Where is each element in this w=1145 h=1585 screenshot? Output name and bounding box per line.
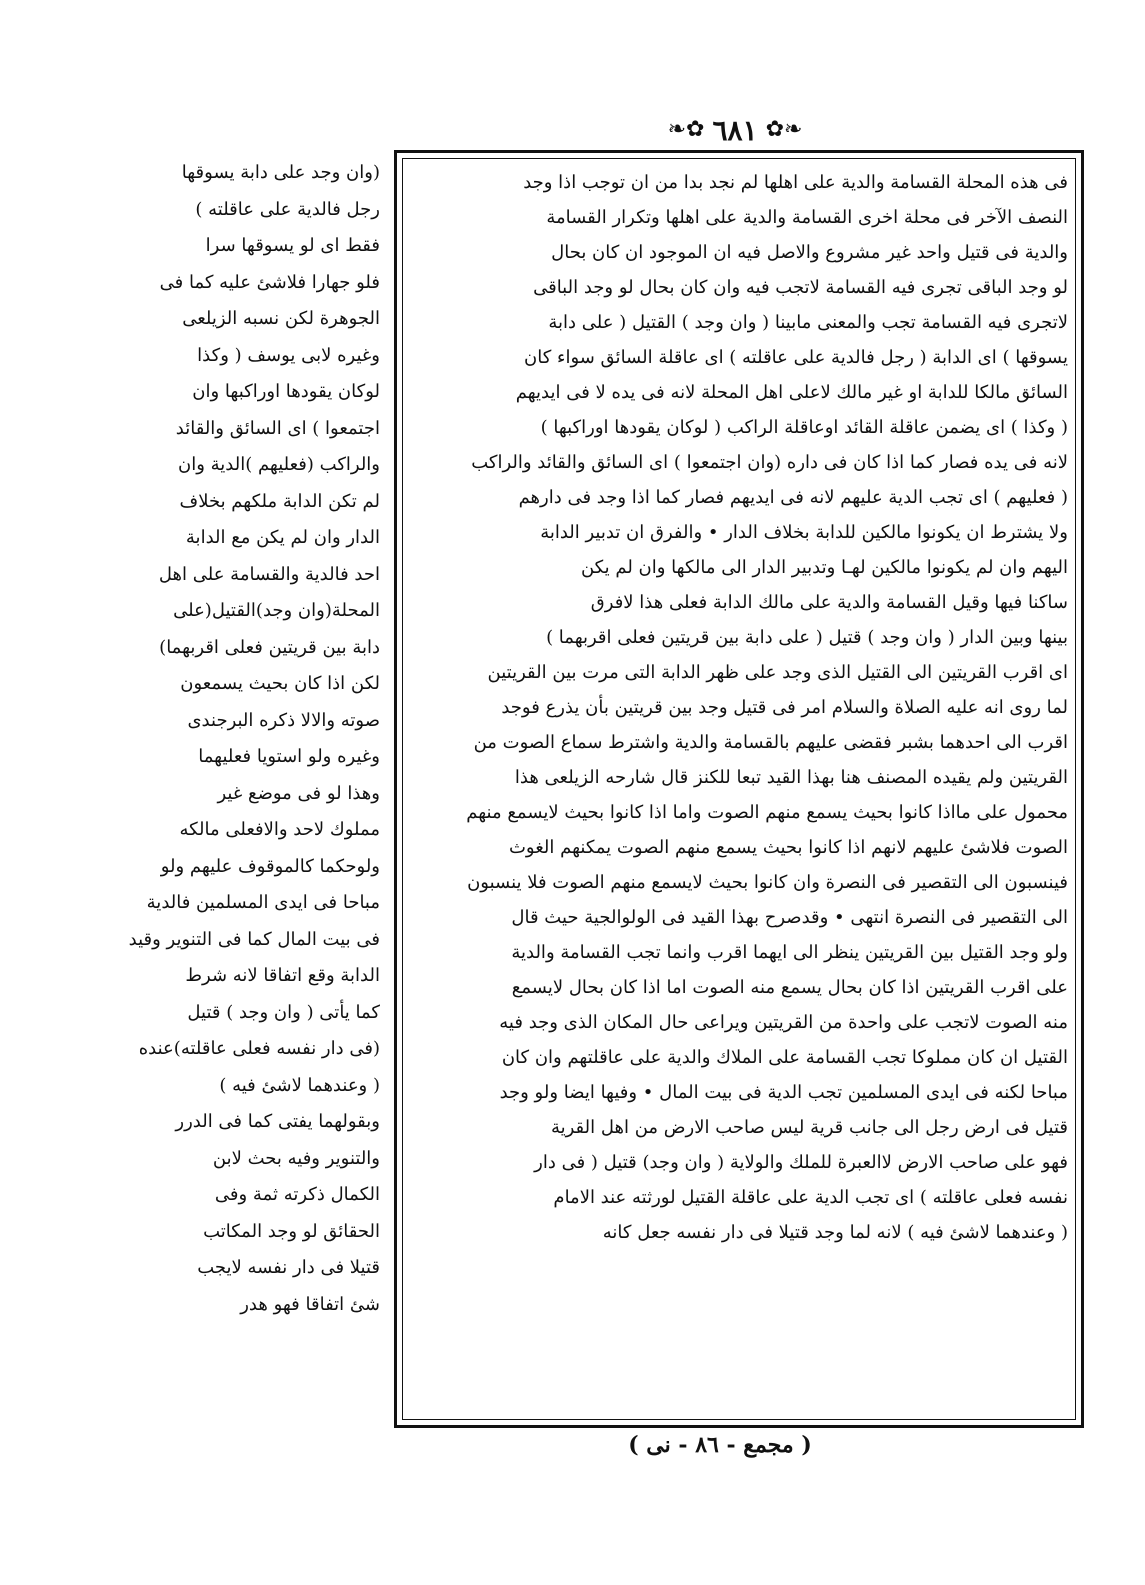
margin-text-line: الدابة وقع اتفاقا لانه شرط (185, 965, 380, 986)
margin-text-line: احد فالدية والقسامة على اهل (158, 563, 380, 585)
margin-text-line: لكن اذا كان بحيث يسمعون (180, 673, 380, 694)
margin-text-line: لوكان يقودها اوراكبها وان (192, 381, 380, 402)
main-text-line: ولا يشترط ان يكونوا مالكين للدابة بخلاف الدار • والفرق ان تدبير الدابة (540, 522, 1068, 543)
margin-text-line: فقط اى لو يسوقها سرا (205, 235, 380, 256)
main-text-line: فهو على صاحب الارض لاالعبرة للملك والولاية ( وان وجد) قتيل ( فى دار (534, 1152, 1068, 1173)
main-text-line: ( فعليهم ) اى تجب الدية عليهم لانه فى ايديهم فصار كما اذا وجد فى دارهم (518, 487, 1068, 508)
main-text-line: ساكنا فيها وقيل القسامة والدية على مالك الدابة فعلى هذا لافرق (590, 592, 1068, 613)
margin-text-line: فلو جهارا فلاشئ عليه كما فى (159, 271, 380, 293)
main-text-line: فى هذه المحلة القسامة والدية على اهلها لم نجد بدا من ان توجب اذا وجد (523, 172, 1068, 193)
main-text-line: الى التقصير فى النصرة انتهى • وقدصرح بهذا القيد فى الولوالجية حيث قال (511, 907, 1068, 928)
main-text-line: نفسه فعلى عاقلته ) اى تجب الدية على عاقلة القتيل لورثته عند الامام (553, 1187, 1068, 1208)
main-text-line: لو وجد الباقى تجرى فيه القسامة لاتجب فيه وان كان بحال لو وجد الباقى (533, 277, 1068, 298)
margin-text-line: (وان وجد على دابة يسوقها (181, 162, 380, 183)
margin-text-line: الجوهرة لكن نسبه الزيلعى (182, 308, 380, 329)
margin-text-line: والراكب (فعليهم )الدية وان (177, 454, 380, 475)
main-text-line: بينها وبين الدار ( وان وجد ) قتيل ( على دابة بين قريتين فعلى اقربهما ) (546, 627, 1068, 648)
main-text-line: اليهم وان لم يكونوا مالكين لهـا وتدبير الدار الى مالكها وان لم يكن (580, 557, 1068, 578)
margin-text-line: الكمال ذكرته ثمة وفى (214, 1184, 380, 1205)
margin-text-line: ولوحكما كالموقوف عليهم ولو (160, 855, 380, 877)
margin-text-line: رجل فالدية على عاقلته ) (195, 198, 380, 220)
margin-text-line: لم تكن الدابة ملكهم بخلاف (179, 490, 380, 512)
main-text-line: محمول على مااذا كانوا بحيث يسمع منهم الصوت واما اذا كانوا بحيث لايسمع منهم (466, 802, 1068, 823)
main-text-line: على اقرب القريتين اذا كان بحال يسمع منه الصوت اما اذا كان بحال لايسمع (511, 977, 1068, 998)
main-text-line: قتيل فى ارض رجل الى جانب قرية ليس صاحب الارض من اهل القرية (550, 1117, 1068, 1138)
ornament-left-icon: ❧✿ (667, 117, 705, 142)
margin-text-line: وغيره لابى يوسف ( وكذا (197, 344, 380, 366)
main-text-line: ولو وجد القتيل بين القريتين ينظر الى ايهما اقرب وانما تجب القسامة والدية (511, 942, 1068, 963)
margin-text-line: دابة بين قريتين فعلى اقربهما) (159, 636, 380, 658)
margin-text-line: الحقائق لو وجد المكاتب (203, 1220, 380, 1242)
margin-text-line: وغيره ولو استويا فعليهما (198, 746, 380, 767)
page-header (660, 110, 810, 150)
main-text-line: النصف الآخر فى محلة اخرى القسامة والدية على اهلها وتكرار القسامة (546, 207, 1068, 228)
main-text-column (410, 165, 1068, 1415)
main-text-line: مباحا لكنه فى ايدى المسلمين تجب الدية فى بيت المال • وفيها ايضا ولو وجد (499, 1082, 1068, 1103)
main-text-line: لانه فى يده فصار كما اذا كان فى داره (وان اجتمعوا ) اى السائق والقائد والراكب (471, 452, 1068, 473)
margin-commentary-column (128, 155, 380, 1435)
margin-text-line: اجتمعوا ) اى السائق والقائد (175, 417, 380, 439)
main-text-line: فينسبون الى التقصير فى النصرة وان كانوا بحيث لايسمع منهم الصوت فلا ينسبون (467, 872, 1068, 893)
margin-text-line: وبقولهما يفتى كما فى الدرر (175, 1111, 380, 1132)
margin-text-line: مملوك لاحد والافعلى مالكه (179, 819, 380, 840)
margin-text-line: وهذا لو فى موضع غير (217, 782, 380, 804)
page-footer-signature: ( مجمع - ٨٦ - نى ) (628, 1432, 812, 1458)
main-text-line: القريتين ولم يقيده المصنف هنا بهذا القيد تبعا للكنز قال شارحه الزيلعى هذا (514, 767, 1068, 788)
main-text-line: السائق مالكا للدابة او غير مالك لاعلى اهل المحلة لانه فى يده لا فى ايديهم (515, 382, 1068, 403)
margin-text-line: فى بيت المال كما فى التنوير وقيد (128, 928, 380, 950)
main-text-line: القتيل ان كان مملوكا تجب القسامة على الملاك والدية على عاقلتهم وان كان (501, 1047, 1068, 1068)
margin-text-line: المحلة(وان وجد)القتيل(على (173, 600, 380, 621)
main-text-line: منه الصوت لاتجب على واحدة من القريتين ويراعى حال المكان الذى وجد فيه (499, 1012, 1068, 1033)
margin-text-line: ( وعندهما لاشئ فيه ) (219, 1074, 380, 1096)
main-text-line: ( وعندهما لاشئ فيه ) لانه لما وجد قتيلا فى دار نفسه جعل كانه (602, 1222, 1068, 1243)
margin-text-line: صوته والالا ذكره البرجندى (187, 709, 380, 731)
main-text-line: الصوت فلاشئ عليهم لانهم اذا كانوا بحيث يسمع منهم الصوت يمكنهم الغوث (508, 837, 1068, 858)
margin-text-line: قتيلا فى دار نفسه لايجب (197, 1257, 380, 1278)
main-text-line: اى اقرب القريتين الى القتيل الذى وجد على ظهر الدابة التى مرت بين القريتين (487, 662, 1068, 683)
margin-text-line: شئ اتفاقا فهو هدر (240, 1293, 380, 1315)
main-text-line: اقرب الى احدهما بشبر فقضى عليهم بالقسامة والدية واشترط سماع الصوت من (473, 732, 1068, 753)
margin-text-line: مباحا فى ايدى المسلمين فالدية (146, 892, 380, 913)
main-text-line: لما روى انه عليه الصلاة والسلام امر فى قتيل وجد بين قريتين بأن يذرع فوجد (501, 697, 1068, 718)
main-text-line: يسوقها ) اى الدابة ( رجل فالدية على عاقلته ) اى عاقلة السائق سواء كان (523, 347, 1068, 368)
page-number: ٦٨١ (712, 113, 758, 147)
ornament-right-icon: ✿❧ (765, 117, 803, 142)
main-text-line: والدية فى قتيل واحد غير مشروع والاصل فيه ان الموجود ان كان بحال (551, 242, 1068, 263)
margin-text-line: كما يأتى ( وان وجد ) قتيل (187, 1001, 380, 1023)
margin-text-line: والتنوير وفيه بحث لابن (212, 1147, 380, 1169)
main-text-line: لاتجرى فيه القسامة تجب والمعنى مابينا ( وان وجد ) القتيل ( على دابة (548, 312, 1068, 333)
margin-text-line: الدار وان لم يكن مع الدابة (185, 527, 380, 548)
main-text-line: ( وكذا ) اى يضمن عاقلة القائد اوعاقلة الراكب ( لوكان يقودها اوراكبها ) (540, 417, 1068, 438)
margin-text-line: (فى دار نفسه فعلى عاقلته)عنده (138, 1038, 380, 1059)
